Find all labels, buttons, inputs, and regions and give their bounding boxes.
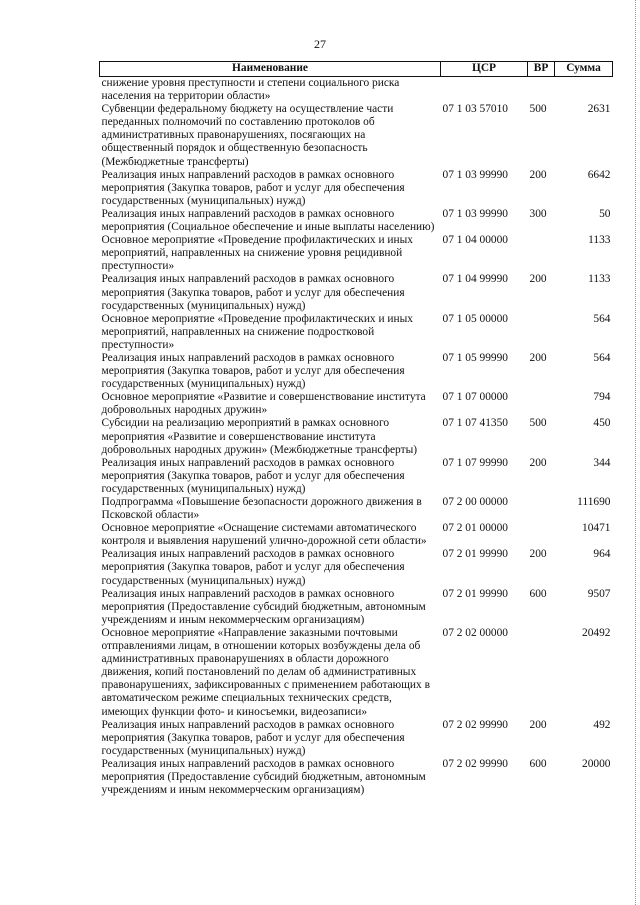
header-name: Наименование — [100, 62, 441, 77]
cell-sum: 492 — [593, 718, 611, 731]
cell-vr: 500 — [529, 103, 547, 116]
cell-sum — [555, 77, 613, 104]
cell-csr: 07 1 05 99990 — [442, 351, 508, 364]
cell-name: снижение уровня преступности и степени социального риска населения на территории области» — [101, 77, 400, 103]
cell-name: Реализация иных направлений расходов в рамках основного мероприятия (Предоставление субсидий бюджетным, автономным учреждениям и иным некоммерческим организациям) — [101, 587, 426, 626]
cell-vr — [528, 496, 555, 522]
cell-csr — [441, 77, 528, 104]
cell-name: Субсидии на реализацию мероприятий в рамках основного мероприятия «Развитие и совершенствование института добровольных народных дружин» (Межбюджетные трансферты) — [101, 417, 418, 456]
table-row — [100, 588, 613, 627]
header-sum: Сумма — [555, 62, 613, 77]
cell-sum: 111690 — [577, 496, 611, 508]
budget-table — [99, 61, 613, 797]
cell-sum: 1133 — [588, 273, 611, 286]
cell-vr — [528, 234, 555, 273]
table-row — [100, 496, 613, 522]
table-row — [100, 313, 613, 352]
cell-sum: 450 — [593, 417, 611, 430]
cell-name: Реализация иных направлений расходов в рамках основного мероприятия (Закупка товаров, работ и услуг для обеспечения государственных (муниципальных) нужд) — [101, 548, 405, 587]
cell-sum: 964 — [593, 548, 611, 561]
cell-name: Реализация иных направлений расходов в рамках основного мероприятия (Социальное обеспечение и иные выплаты населению) — [101, 207, 435, 234]
cell-sum: 1133 — [588, 234, 611, 247]
cell-vr: 200 — [529, 351, 547, 364]
cell-name: Реализация иных направлений расходов в рамках основного мероприятия (Закупка товаров, работ и услуг для обеспечения государственных (муниципальных) нужд) — [101, 456, 405, 495]
cell-csr: 07 2 02 00000 — [442, 626, 508, 639]
cell-vr: 300 — [529, 207, 547, 220]
table-row — [100, 457, 613, 496]
cell-vr: 200 — [529, 273, 547, 286]
cell-vr: 200 — [529, 168, 547, 181]
cell-sum: 564 — [593, 312, 611, 325]
cell-vr — [528, 77, 555, 104]
cell-vr — [528, 522, 555, 548]
cell-vr: 600 — [529, 757, 547, 770]
table-row — [100, 103, 613, 168]
cell-sum: 344 — [593, 456, 611, 469]
cell-csr: 07 2 01 99990 — [442, 548, 508, 561]
cell-name: Субвенции федеральному бюджету на осуществление части переданных полномочий по составлению протоколов об административных правонарушениях, посягающих на общественный порядок и общественную безопасность (Межбюджетные трансферты) — [101, 103, 394, 168]
cell-name: Основное мероприятие «Проведение профилактических и иных мероприятий, направленных на снижение подростковой преступности» — [101, 312, 413, 351]
cell-name: Реализация иных направлений расходов в рамках основного мероприятия (Закупка товаров, работ и услуг для обеспечения государственных (муниципальных) нужд) — [101, 273, 405, 312]
cell-name: Основное мероприятие «Оснащение системами автоматического контроля и выявления нарушений улично-дорожной сети области» — [101, 522, 427, 548]
page-number: 27 — [314, 37, 326, 51]
table-row — [100, 548, 613, 587]
cell-csr: 07 1 07 00000 — [442, 391, 508, 404]
cell-csr: 07 1 07 41350 — [442, 417, 508, 430]
cell-csr: 07 1 04 99990 — [442, 273, 508, 286]
cell-sum: 50 — [599, 207, 611, 220]
cell-vr: 200 — [529, 548, 547, 561]
cell-name: Подпрограмма «Повышение безопасности дорожного движения в Псковской области» — [101, 496, 422, 522]
cell-vr — [528, 627, 555, 719]
cell-sum: 794 — [593, 391, 611, 404]
cell-sum: 564 — [593, 351, 611, 364]
table-row — [100, 273, 613, 312]
table-row — [100, 758, 613, 797]
cell-name: Основное мероприятие «Проведение профилактических и иных мероприятий, направленных на снижение уровня рецидивной преступности» — [101, 234, 413, 273]
table-row — [100, 234, 613, 273]
table-row — [100, 627, 613, 719]
cell-sum: 20492 — [582, 626, 611, 639]
cell-vr: 200 — [529, 718, 547, 731]
table-row — [100, 352, 613, 391]
cell-vr — [528, 391, 555, 417]
table-row — [100, 391, 613, 417]
cell-csr: 07 2 00 00000 — [442, 496, 508, 508]
cell-csr: 07 1 03 99990 — [442, 207, 508, 220]
cell-name: Основное мероприятие «Развитие и совершенствование института добровольных народных дружин» — [101, 391, 426, 417]
cell-name: Реализация иных направлений расходов в рамках основного мероприятия (Закупка товаров, работ и услуг для обеспечения государственных (муниципальных) нужд) — [101, 351, 405, 391]
cell-csr: 07 1 04 00000 — [442, 234, 508, 247]
cell-name: Основное мероприятие «Направление заказными почтовыми отправлениями лицам, в отношении которых возбуждены дела об административных правонарушениях в области дорожного движения, копий постановлений по делам об административных правонарушениях, зафиксированных с применением работающих в автоматическом режиме специальных технических средств, имеющих функции фото- и киносъемки, видеозаписи» — [101, 626, 430, 718]
cell-csr: 07 1 03 99990 — [442, 168, 508, 181]
cell-name: Реализация иных направлений расходов в рамках основного мероприятия (Закупка товаров, работ и услуг для обеспечения государственных (муниципальных) нужд) — [101, 718, 405, 757]
cell-csr: 07 2 01 00000 — [442, 522, 508, 535]
table-row — [100, 169, 613, 208]
scan-edge-line — [634, 0, 636, 905]
cell-csr: 07 2 02 99990 — [442, 757, 508, 770]
table-row — [100, 417, 613, 456]
cell-sum: 10471 — [582, 522, 611, 535]
cell-vr: 200 — [529, 456, 547, 469]
header-csr: ЦСР — [441, 62, 528, 77]
table-row — [100, 77, 613, 104]
cell-name: Реализация иных направлений расходов в рамках основного мероприятия (Закупка товаров, работ и услуг для обеспечения государственных (муниципальных) нужд) — [101, 168, 405, 207]
table-row — [100, 719, 613, 758]
header-vr: ВР — [528, 62, 555, 77]
cell-sum: 9507 — [587, 587, 611, 600]
table-header — [100, 62, 613, 77]
cell-csr: 07 1 03 57010 — [442, 103, 508, 116]
cell-sum: 2631 — [587, 103, 611, 116]
table-body — [100, 77, 613, 798]
cell-vr — [528, 313, 555, 352]
cell-sum: 6642 — [587, 168, 611, 181]
cell-csr: 07 2 02 99990 — [442, 718, 508, 731]
cell-name: Реализация иных направлений расходов в рамках основного мероприятия (Предоставление субсидий бюджетным, автономным учреждениям и иным некоммерческим организациям) — [101, 757, 426, 797]
cell-sum: 20000 — [582, 757, 611, 770]
table-row — [100, 208, 613, 234]
cell-csr: 07 1 05 00000 — [442, 312, 508, 325]
cell-vr: 500 — [529, 417, 547, 430]
cell-vr: 600 — [529, 587, 547, 600]
header-row — [100, 62, 613, 77]
cell-csr: 07 1 07 99990 — [442, 456, 508, 469]
cell-csr: 07 2 01 99990 — [442, 587, 508, 600]
table-row — [100, 522, 613, 548]
